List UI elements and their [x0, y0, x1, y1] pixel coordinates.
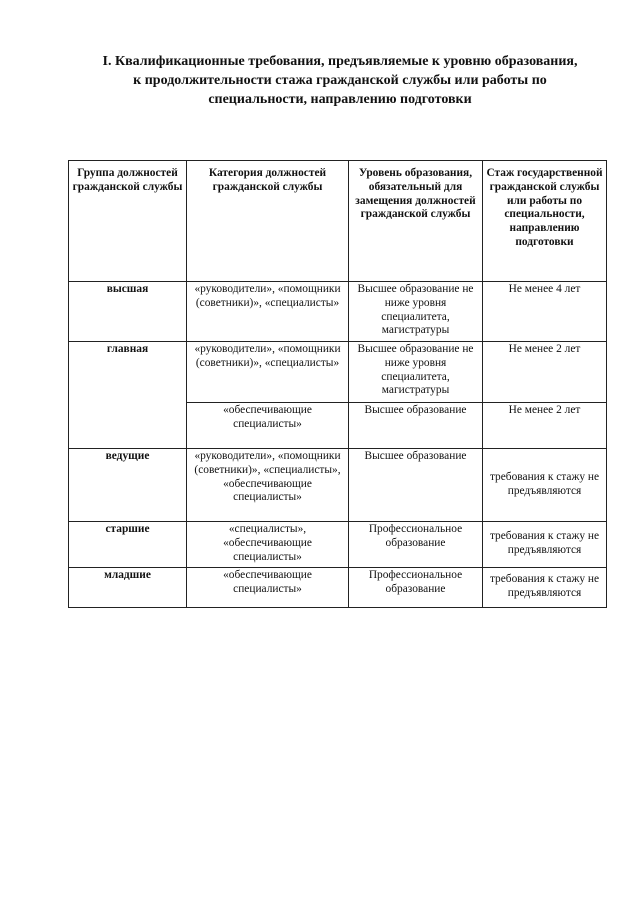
header-experience: Стаж государственной гражданской службы или работы по специальности, направлению подготовки: [483, 161, 607, 282]
group-cell: главная: [69, 342, 187, 449]
education-cell: Профессиональное образование: [349, 522, 483, 568]
experience-cell: требования к стажу не предъявляются: [483, 522, 607, 568]
category-cell: «руководители», «помощники (советники)», «специалисты»: [187, 282, 349, 342]
experience-cell: Не менее 2 лет: [483, 342, 607, 403]
title-line-2: к продолжительности стажа гражданской службы или работы по: [133, 73, 547, 88]
table-row: [69, 282, 607, 342]
table-row: [69, 522, 607, 568]
experience-cell: Не менее 4 лет: [483, 282, 607, 342]
table-row: [69, 342, 607, 403]
group-cell: старшие: [69, 522, 187, 568]
education-cell: Высшее образование: [349, 403, 483, 449]
education-cell: Высшее образование не ниже уровня специалитета, магистратуры: [349, 282, 483, 342]
experience-cell: требования к стажу не предъявляются: [483, 449, 607, 522]
qualification-requirements-table: [68, 160, 607, 608]
category-cell: «обеспечивающие специалисты»: [187, 568, 349, 608]
table-row: [69, 568, 607, 608]
category-cell: «специалисты», «обеспечивающие специалисты»: [187, 522, 349, 568]
category-cell: «обеспечивающие специалисты»: [187, 403, 349, 449]
header-category: Категория должностей гражданской службы: [187, 161, 349, 282]
table-row: [69, 449, 607, 522]
education-cell: Высшее образование: [349, 449, 483, 522]
title-line-3: специальности, направлению подготовки: [208, 92, 472, 107]
group-cell: младшие: [69, 568, 187, 608]
category-cell: «руководители», «помощники (советники)», «специалисты», «обеспечивающие специалисты»: [187, 449, 349, 522]
education-cell: Профессиональное образование: [349, 568, 483, 608]
table-header-row: [69, 161, 607, 282]
category-cell: «руководители», «помощники (советники)», «специалисты»: [187, 342, 349, 403]
experience-cell: требования к стажу не предъявляются: [483, 568, 607, 608]
header-education: Уровень образования, обязательный для замещения должностей гражданской службы: [349, 161, 483, 282]
title-line-1: I. Квалификационные требования, предъявляемые к уровню образования,: [102, 54, 578, 69]
education-cell: Высшее образование не ниже уровня специалитета, магистратуры: [349, 342, 483, 403]
experience-cell: Не менее 2 лет: [483, 403, 607, 449]
header-group: Группа должностей гражданской службы: [69, 161, 187, 282]
page-title: [60, 52, 620, 109]
group-cell: ведущие: [69, 449, 187, 522]
group-cell: высшая: [69, 282, 187, 342]
